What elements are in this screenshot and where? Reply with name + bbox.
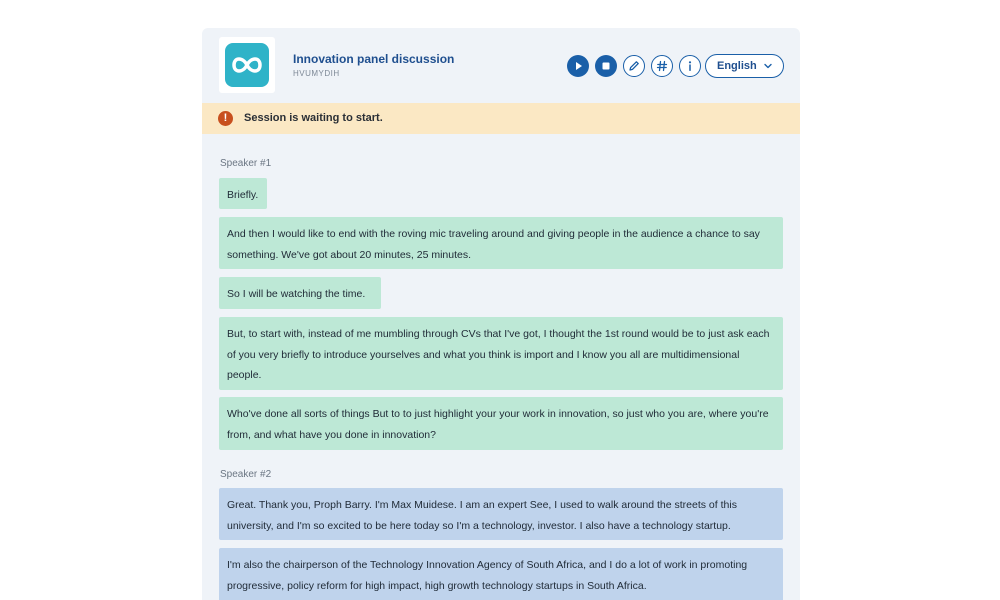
transcript-panel xyxy=(202,28,800,600)
transcript-line: Great. Thank you, Proph Barry. I'm Max Muidese. I am an expert See, I used to walk around the streets of this university, and I'm so excited to be here today so I'm a technology, investor. I also have a technology startup. xyxy=(219,488,783,540)
transcript-line: And then I would like to end with the roving mic traveling around and giving people in the audience a chance to say something. We've got about 20 minutes, 25 minutes. xyxy=(219,217,783,269)
transcript-line: But, to start with, instead of me mumbling through CVs that I've got, I thought the 1st round would be to just ask each of you very briefly to introduce yourselves and what you think is import and I know you all are multidimensional people. xyxy=(219,317,783,390)
edit-button[interactable] xyxy=(623,55,645,77)
status-banner xyxy=(202,103,800,134)
session-code: HVUMYDIH xyxy=(293,69,340,78)
hash-icon xyxy=(652,56,672,76)
status-text: Session is waiting to start. xyxy=(244,112,383,124)
session-title: Innovation panel discussion xyxy=(293,52,455,66)
language-label: English xyxy=(717,60,757,72)
exclamation-icon: ! xyxy=(218,111,233,126)
transcript-line: Briefly. xyxy=(219,178,267,209)
play-icon xyxy=(567,55,589,77)
play-button[interactable] xyxy=(567,55,589,77)
info-button[interactable] xyxy=(679,55,701,77)
hash-button[interactable] xyxy=(651,55,673,77)
pencil-icon xyxy=(624,56,644,76)
chevron-down-icon xyxy=(762,60,774,72)
transcript-line: I'm also the chairperson of the Technology Innovation Agency of South Africa, and I do a lot of work in promoting progressive, policy reform for high impact, high growth technology startups in South Africa. xyxy=(219,548,783,600)
session-logo xyxy=(219,37,275,93)
infinity-icon xyxy=(225,43,269,87)
speaker-label: Speaker #1 xyxy=(220,158,272,169)
info-icon xyxy=(680,56,700,76)
speaker-label: Speaker #2 xyxy=(220,469,272,480)
language-select[interactable] xyxy=(705,54,784,78)
transcript-line: Who've done all sorts of things But to to just highlight your your work in innovation, so just who you are, where you're from, and what have you done in innovation? xyxy=(219,397,783,450)
stop-button[interactable] xyxy=(595,55,617,77)
transcript-line: So I will be watching the time. xyxy=(219,277,381,309)
session-header xyxy=(202,28,800,102)
stop-icon xyxy=(595,55,617,77)
